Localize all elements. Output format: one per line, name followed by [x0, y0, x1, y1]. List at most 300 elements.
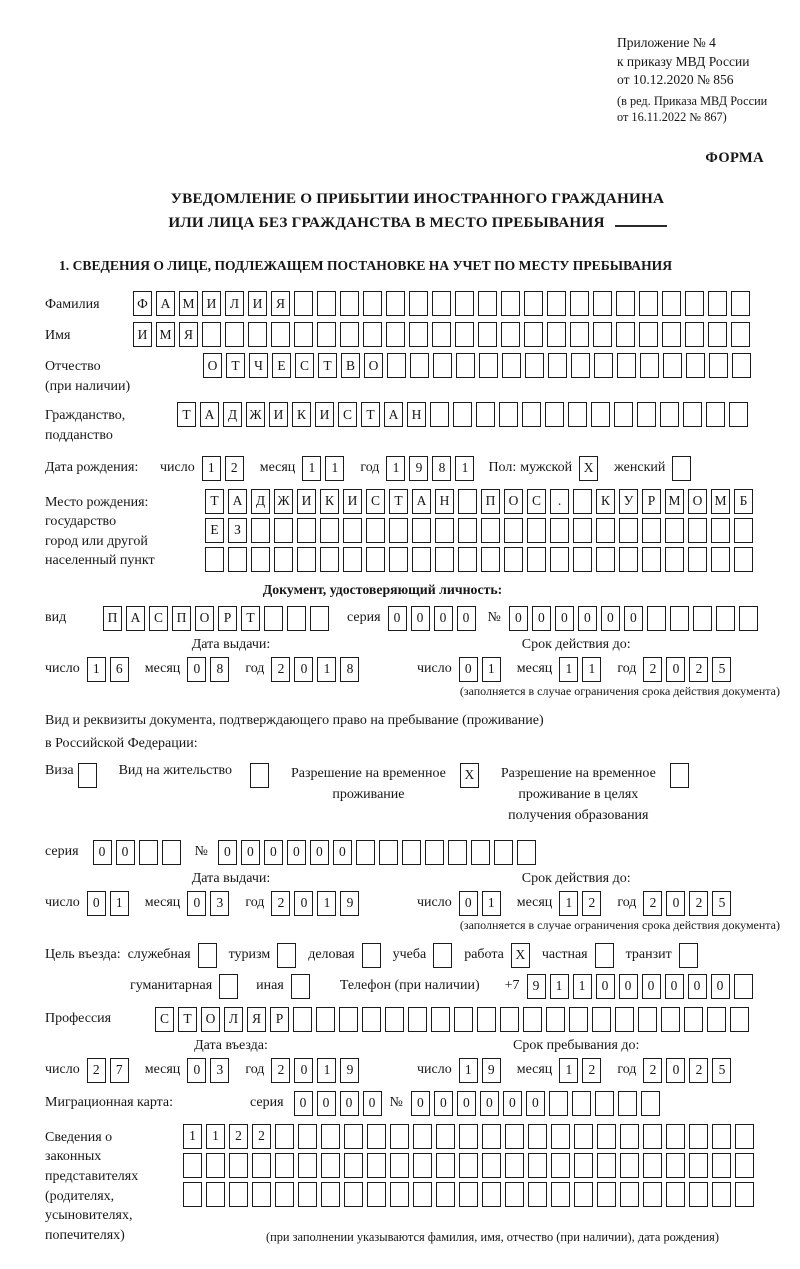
purpose-humanitarian-check-box[interactable] [219, 974, 238, 999]
phone-digit-box[interactable]: 0 [665, 974, 684, 999]
birth-place-char-box[interactable] [504, 547, 523, 572]
representatives-char-box[interactable] [367, 1153, 386, 1178]
doc-kind-char-box[interactable]: А [126, 606, 145, 631]
name-char-box[interactable] [639, 322, 658, 347]
profession-char-box[interactable] [385, 1007, 404, 1032]
rvp-issue-year-box[interactable]: 1 [317, 891, 336, 916]
representatives-char-box[interactable] [643, 1124, 662, 1149]
representatives-char-box[interactable] [735, 1153, 754, 1178]
representatives-char-box[interactable] [436, 1153, 455, 1178]
passport-series-box[interactable]: 0 [388, 606, 407, 631]
rvp-number-box[interactable]: 0 [287, 840, 306, 865]
birth-place-char-box[interactable] [297, 518, 316, 543]
birth-place-char-box[interactable] [642, 547, 661, 572]
name-char-box[interactable] [616, 322, 635, 347]
birth-place-char-box[interactable] [458, 489, 477, 514]
patronymic-char-box[interactable]: В [341, 353, 360, 378]
rvp-series-box[interactable]: 0 [93, 840, 112, 865]
profession-char-box[interactable]: С [155, 1007, 174, 1032]
doc-kind-char-box[interactable] [287, 606, 306, 631]
citizenship-char-box[interactable] [453, 402, 472, 427]
passport-issue-month-box[interactable]: 8 [210, 657, 229, 682]
representatives-char-box[interactable] [344, 1153, 363, 1178]
profession-char-box[interactable] [592, 1007, 611, 1032]
profession-char-box[interactable]: Я [247, 1007, 266, 1032]
patronymic-char-box[interactable] [387, 353, 406, 378]
birth-place-char-box[interactable]: Б [734, 489, 753, 514]
representatives-char-box[interactable] [321, 1182, 340, 1207]
representatives-char-box[interactable]: 2 [229, 1124, 248, 1149]
name-char-box[interactable] [547, 322, 566, 347]
rvp-issue-month-box[interactable]: 3 [210, 891, 229, 916]
birth-place-char-box[interactable]: Т [205, 489, 224, 514]
name-char-box[interactable] [593, 322, 612, 347]
representatives-char-box[interactable] [551, 1182, 570, 1207]
representatives-char-box[interactable] [298, 1124, 317, 1149]
birth-place-char-box[interactable] [389, 518, 408, 543]
representatives-char-box[interactable] [298, 1153, 317, 1178]
patronymic-char-box[interactable]: С [295, 353, 314, 378]
passport-number-box[interactable]: 0 [601, 606, 620, 631]
birth-place-char-box[interactable] [642, 518, 661, 543]
patronymic-char-box[interactable] [479, 353, 498, 378]
birth-place-char-box[interactable] [435, 547, 454, 572]
passport-number-box[interactable] [693, 606, 712, 631]
representatives-char-box[interactable]: 1 [183, 1124, 202, 1149]
migration-series-box[interactable]: 0 [340, 1091, 359, 1116]
representatives-char-box[interactable] [574, 1124, 593, 1149]
rvp-valid-year-box[interactable]: 2 [643, 891, 662, 916]
birth-place-char-box[interactable] [504, 518, 523, 543]
patronymic-char-box[interactable]: О [364, 353, 383, 378]
purpose-transit-check-box[interactable] [679, 943, 698, 968]
name-char-box[interactable]: Я [179, 322, 198, 347]
doc-kind-char-box[interactable]: Р [218, 606, 237, 631]
rvp-issue-year-box[interactable]: 2 [271, 891, 290, 916]
temp-residence-check-box[interactable]: X [460, 763, 479, 788]
surname-char-box[interactable]: И [248, 291, 267, 316]
birth-month-box[interactable]: 1 [302, 456, 321, 481]
migration-series-box[interactable]: 0 [317, 1091, 336, 1116]
residence-permit-check-box[interactable] [250, 763, 269, 788]
rvp-number-box[interactable]: 0 [218, 840, 237, 865]
visa-check-box[interactable] [78, 763, 97, 788]
representatives-char-box[interactable] [620, 1124, 639, 1149]
surname-char-box[interactable] [593, 291, 612, 316]
passport-valid-year-box[interactable]: 2 [643, 657, 662, 682]
purpose-tourism-check-box[interactable] [277, 943, 296, 968]
name-char-box[interactable] [363, 322, 382, 347]
representatives-char-box[interactable] [689, 1182, 708, 1207]
birth-place-char-box[interactable]: К [320, 489, 339, 514]
purpose-business-check-box[interactable] [362, 943, 381, 968]
representatives-char-box[interactable] [666, 1182, 685, 1207]
citizenship-char-box[interactable] [522, 402, 541, 427]
name-char-box[interactable] [202, 322, 221, 347]
representatives-char-box[interactable] [275, 1124, 294, 1149]
patronymic-char-box[interactable] [433, 353, 452, 378]
patronymic-char-box[interactable] [525, 353, 544, 378]
representatives-char-box[interactable] [275, 1153, 294, 1178]
representatives-char-box[interactable] [505, 1153, 524, 1178]
patronymic-char-box[interactable] [410, 353, 429, 378]
representatives-char-box[interactable] [206, 1153, 225, 1178]
rvp-issue-month-box[interactable]: 0 [187, 891, 206, 916]
passport-number-box[interactable]: 0 [555, 606, 574, 631]
purpose-other-check-box[interactable] [291, 974, 310, 999]
passport-number-box[interactable]: 0 [624, 606, 643, 631]
profession-char-box[interactable]: Р [270, 1007, 289, 1032]
representatives-char-box[interactable] [367, 1124, 386, 1149]
surname-char-box[interactable] [294, 291, 313, 316]
birth-month-box[interactable]: 1 [325, 456, 344, 481]
profession-char-box[interactable]: О [201, 1007, 220, 1032]
passport-valid-day-box[interactable]: 0 [459, 657, 478, 682]
phone-digit-box[interactable]: 0 [596, 974, 615, 999]
stay-month-box[interactable]: 2 [582, 1058, 601, 1083]
phone-digit-box[interactable]: 0 [619, 974, 638, 999]
birth-place-char-box[interactable] [734, 547, 753, 572]
entry-day-box[interactable]: 7 [110, 1058, 129, 1083]
entry-year-box[interactable]: 0 [294, 1058, 313, 1083]
doc-kind-char-box[interactable]: Т [241, 606, 260, 631]
birth-day-box[interactable]: 2 [225, 456, 244, 481]
representatives-char-box[interactable] [183, 1182, 202, 1207]
surname-char-box[interactable] [731, 291, 750, 316]
birth-place-char-box[interactable] [619, 518, 638, 543]
representatives-char-box[interactable] [436, 1124, 455, 1149]
profession-char-box[interactable] [684, 1007, 703, 1032]
purpose-official-check-box[interactable] [198, 943, 217, 968]
name-char-box[interactable] [294, 322, 313, 347]
passport-number-box[interactable] [739, 606, 758, 631]
birth-place-char-box[interactable] [228, 547, 247, 572]
patronymic-char-box[interactable]: Т [226, 353, 245, 378]
birth-place-char-box[interactable]: Ж [274, 489, 293, 514]
profession-char-box[interactable] [707, 1007, 726, 1032]
rvp-number-box[interactable] [379, 840, 398, 865]
birth-place-char-box[interactable] [435, 518, 454, 543]
representatives-char-box[interactable] [252, 1153, 271, 1178]
representatives-char-box[interactable] [229, 1153, 248, 1178]
birth-place-char-box[interactable] [596, 518, 615, 543]
citizenship-char-box[interactable]: И [315, 402, 334, 427]
representatives-char-box[interactable] [344, 1182, 363, 1207]
representatives-char-box[interactable] [321, 1124, 340, 1149]
rvp-number-box[interactable] [448, 840, 467, 865]
representatives-char-box[interactable] [712, 1182, 731, 1207]
birth-place-char-box[interactable] [389, 547, 408, 572]
migration-number-box[interactable]: 0 [457, 1091, 476, 1116]
surname-char-box[interactable] [570, 291, 589, 316]
stay-year-box[interactable]: 0 [666, 1058, 685, 1083]
representatives-char-box[interactable] [643, 1153, 662, 1178]
rvp-valid-day-box[interactable]: 1 [482, 891, 501, 916]
profession-char-box[interactable] [661, 1007, 680, 1032]
birth-place-char-box[interactable] [711, 518, 730, 543]
entry-day-box[interactable]: 2 [87, 1058, 106, 1083]
passport-valid-year-box[interactable]: 5 [712, 657, 731, 682]
surname-char-box[interactable] [409, 291, 428, 316]
patronymic-char-box[interactable]: Е [272, 353, 291, 378]
representatives-char-box[interactable] [574, 1182, 593, 1207]
rvp-issue-day-box[interactable]: 0 [87, 891, 106, 916]
doc-kind-char-box[interactable]: С [149, 606, 168, 631]
profession-char-box[interactable] [523, 1007, 542, 1032]
passport-issue-year-box[interactable]: 8 [340, 657, 359, 682]
representatives-char-box[interactable] [413, 1182, 432, 1207]
surname-char-box[interactable] [524, 291, 543, 316]
birth-place-char-box[interactable]: Т [389, 489, 408, 514]
name-char-box[interactable]: М [156, 322, 175, 347]
profession-char-box[interactable] [569, 1007, 588, 1032]
birth-place-char-box[interactable] [573, 489, 592, 514]
rvp-number-box[interactable] [425, 840, 444, 865]
surname-char-box[interactable]: Я [271, 291, 290, 316]
entry-year-box[interactable]: 1 [317, 1058, 336, 1083]
birth-place-char-box[interactable] [596, 547, 615, 572]
birth-place-char-box[interactable]: А [228, 489, 247, 514]
birth-day-box[interactable]: 1 [202, 456, 221, 481]
birth-place-char-box[interactable]: З [228, 518, 247, 543]
patronymic-char-box[interactable] [502, 353, 521, 378]
name-char-box[interactable] [225, 322, 244, 347]
purpose-study-check-box[interactable] [433, 943, 452, 968]
passport-valid-year-box[interactable]: 2 [689, 657, 708, 682]
representatives-char-box[interactable] [597, 1153, 616, 1178]
migration-number-box[interactable]: 0 [503, 1091, 522, 1116]
birth-place-char-box[interactable] [688, 518, 707, 543]
citizenship-char-box[interactable]: Ж [246, 402, 265, 427]
profession-char-box[interactable] [638, 1007, 657, 1032]
phone-digit-box[interactable]: 0 [642, 974, 661, 999]
birth-place-char-box[interactable] [320, 518, 339, 543]
representatives-char-box[interactable] [459, 1124, 478, 1149]
migration-number-box[interactable]: 0 [480, 1091, 499, 1116]
representatives-char-box[interactable] [275, 1182, 294, 1207]
birth-place-char-box[interactable]: П [481, 489, 500, 514]
birth-place-char-box[interactable] [573, 518, 592, 543]
passport-number-box[interactable]: 0 [509, 606, 528, 631]
representatives-char-box[interactable] [712, 1153, 731, 1178]
rvp-number-box[interactable]: 0 [264, 840, 283, 865]
name-char-box[interactable] [478, 322, 497, 347]
name-char-box[interactable] [501, 322, 520, 347]
surname-char-box[interactable]: А [156, 291, 175, 316]
patronymic-char-box[interactable] [732, 353, 751, 378]
name-char-box[interactable] [455, 322, 474, 347]
profession-char-box[interactable] [730, 1007, 749, 1032]
patronymic-char-box[interactable] [456, 353, 475, 378]
passport-number-box[interactable]: 0 [578, 606, 597, 631]
citizenship-char-box[interactable] [637, 402, 656, 427]
representatives-char-box[interactable] [206, 1182, 225, 1207]
doc-kind-char-box[interactable]: О [195, 606, 214, 631]
name-char-box[interactable] [685, 322, 704, 347]
profession-char-box[interactable] [615, 1007, 634, 1032]
rvp-issue-year-box[interactable]: 9 [340, 891, 359, 916]
rvp-issue-day-box[interactable]: 1 [110, 891, 129, 916]
birth-place-char-box[interactable]: А [412, 489, 431, 514]
representatives-char-box[interactable] [551, 1153, 570, 1178]
surname-char-box[interactable] [317, 291, 336, 316]
passport-series-box[interactable]: 0 [411, 606, 430, 631]
surname-char-box[interactable] [432, 291, 451, 316]
doc-kind-char-box[interactable] [264, 606, 283, 631]
entry-year-box[interactable]: 9 [340, 1058, 359, 1083]
representatives-char-box[interactable] [459, 1182, 478, 1207]
phone-digit-box[interactable]: 9 [527, 974, 546, 999]
citizenship-char-box[interactable]: К [292, 402, 311, 427]
temp-residence-edu-check-box[interactable] [670, 763, 689, 788]
birth-place-char-box[interactable]: М [711, 489, 730, 514]
representatives-char-box[interactable] [390, 1153, 409, 1178]
birth-place-char-box[interactable]: Д [251, 489, 270, 514]
birth-place-char-box[interactable] [297, 547, 316, 572]
citizenship-char-box[interactable] [706, 402, 725, 427]
doc-kind-char-box[interactable]: П [172, 606, 191, 631]
birth-place-char-box[interactable]: У [619, 489, 638, 514]
birth-place-char-box[interactable] [711, 547, 730, 572]
citizenship-char-box[interactable] [568, 402, 587, 427]
male-check-box[interactable]: X [579, 456, 598, 481]
patronymic-char-box[interactable]: Ч [249, 353, 268, 378]
migration-number-box[interactable] [641, 1091, 660, 1116]
profession-char-box[interactable]: Л [224, 1007, 243, 1032]
purpose-private-check-box[interactable] [595, 943, 614, 968]
representatives-char-box[interactable] [390, 1124, 409, 1149]
name-char-box[interactable] [317, 322, 336, 347]
profession-char-box[interactable] [293, 1007, 312, 1032]
profession-char-box[interactable] [316, 1007, 335, 1032]
birth-place-char-box[interactable]: О [688, 489, 707, 514]
representatives-char-box[interactable] [643, 1182, 662, 1207]
passport-issue-year-box[interactable]: 0 [294, 657, 313, 682]
entry-month-box[interactable]: 3 [210, 1058, 229, 1083]
birth-place-char-box[interactable] [343, 518, 362, 543]
patronymic-char-box[interactable]: Т [318, 353, 337, 378]
representatives-char-box[interactable] [390, 1182, 409, 1207]
stay-year-box[interactable]: 2 [643, 1058, 662, 1083]
surname-char-box[interactable] [501, 291, 520, 316]
birth-place-char-box[interactable] [343, 547, 362, 572]
birth-place-char-box[interactable] [205, 547, 224, 572]
rvp-issue-year-box[interactable]: 0 [294, 891, 313, 916]
patronymic-char-box[interactable] [617, 353, 636, 378]
stay-year-box[interactable]: 2 [689, 1058, 708, 1083]
passport-valid-day-box[interactable]: 1 [482, 657, 501, 682]
birth-place-char-box[interactable] [366, 547, 385, 572]
profession-char-box[interactable] [477, 1007, 496, 1032]
citizenship-char-box[interactable] [545, 402, 564, 427]
citizenship-char-box[interactable]: А [384, 402, 403, 427]
passport-number-box[interactable]: 0 [532, 606, 551, 631]
name-char-box[interactable] [248, 322, 267, 347]
birth-place-char-box[interactable] [458, 518, 477, 543]
birth-place-char-box[interactable]: О [504, 489, 523, 514]
migration-number-box[interactable] [618, 1091, 637, 1116]
rvp-valid-year-box[interactable]: 0 [666, 891, 685, 916]
birth-place-char-box[interactable]: С [527, 489, 546, 514]
passport-issue-day-box[interactable]: 1 [87, 657, 106, 682]
birth-place-char-box[interactable] [274, 547, 293, 572]
entry-year-box[interactable]: 2 [271, 1058, 290, 1083]
birth-place-char-box[interactable]: М [665, 489, 684, 514]
representatives-char-box[interactable] [482, 1124, 501, 1149]
surname-char-box[interactable] [685, 291, 704, 316]
profession-char-box[interactable] [500, 1007, 519, 1032]
profession-char-box[interactable] [362, 1007, 381, 1032]
representatives-char-box[interactable] [436, 1182, 455, 1207]
birth-place-char-box[interactable] [527, 518, 546, 543]
rvp-number-box[interactable] [471, 840, 490, 865]
profession-char-box[interactable]: Т [178, 1007, 197, 1032]
birth-place-char-box[interactable] [481, 518, 500, 543]
citizenship-char-box[interactable] [499, 402, 518, 427]
citizenship-char-box[interactable] [476, 402, 495, 427]
profession-char-box[interactable] [408, 1007, 427, 1032]
name-char-box[interactable] [432, 322, 451, 347]
surname-char-box[interactable] [340, 291, 359, 316]
phone-digit-box[interactable]: 1 [550, 974, 569, 999]
phone-digit-box[interactable]: 0 [688, 974, 707, 999]
patronymic-char-box[interactable] [709, 353, 728, 378]
representatives-char-box[interactable] [735, 1124, 754, 1149]
surname-char-box[interactable]: М [179, 291, 198, 316]
surname-char-box[interactable] [478, 291, 497, 316]
citizenship-char-box[interactable]: Д [223, 402, 242, 427]
migration-number-box[interactable]: 0 [434, 1091, 453, 1116]
representatives-char-box[interactable] [689, 1124, 708, 1149]
birth-year-box[interactable]: 9 [409, 456, 428, 481]
birth-place-char-box[interactable] [734, 518, 753, 543]
rvp-valid-day-box[interactable]: 0 [459, 891, 478, 916]
rvp-number-box[interactable] [494, 840, 513, 865]
representatives-char-box[interactable] [505, 1124, 524, 1149]
representatives-char-box[interactable] [413, 1124, 432, 1149]
birth-place-char-box[interactable] [619, 547, 638, 572]
patronymic-char-box[interactable] [548, 353, 567, 378]
citizenship-char-box[interactable] [591, 402, 610, 427]
surname-char-box[interactable]: И [202, 291, 221, 316]
representatives-char-box[interactable] [367, 1182, 386, 1207]
representatives-char-box[interactable] [574, 1153, 593, 1178]
birth-year-box[interactable]: 1 [386, 456, 405, 481]
passport-issue-month-box[interactable]: 0 [187, 657, 206, 682]
name-char-box[interactable] [340, 322, 359, 347]
phone-digit-box[interactable] [734, 974, 753, 999]
citizenship-char-box[interactable] [614, 402, 633, 427]
surname-char-box[interactable] [386, 291, 405, 316]
citizenship-char-box[interactable]: А [200, 402, 219, 427]
representatives-char-box[interactable] [528, 1153, 547, 1178]
birth-place-char-box[interactable]: Е [205, 518, 224, 543]
patronymic-char-box[interactable] [594, 353, 613, 378]
passport-issue-year-box[interactable]: 2 [271, 657, 290, 682]
birth-place-char-box[interactable] [458, 547, 477, 572]
profession-char-box[interactable] [546, 1007, 565, 1032]
birth-place-char-box[interactable] [688, 547, 707, 572]
female-check-box[interactable] [672, 456, 691, 481]
representatives-char-box[interactable]: 1 [206, 1124, 225, 1149]
representatives-char-box[interactable] [482, 1153, 501, 1178]
representatives-char-box[interactable] [344, 1124, 363, 1149]
phone-digit-box[interactable]: 1 [573, 974, 592, 999]
citizenship-char-box[interactable]: Т [177, 402, 196, 427]
representatives-char-box[interactable] [712, 1124, 731, 1149]
migration-series-box[interactable]: 0 [294, 1091, 313, 1116]
representatives-char-box[interactable] [735, 1182, 754, 1207]
